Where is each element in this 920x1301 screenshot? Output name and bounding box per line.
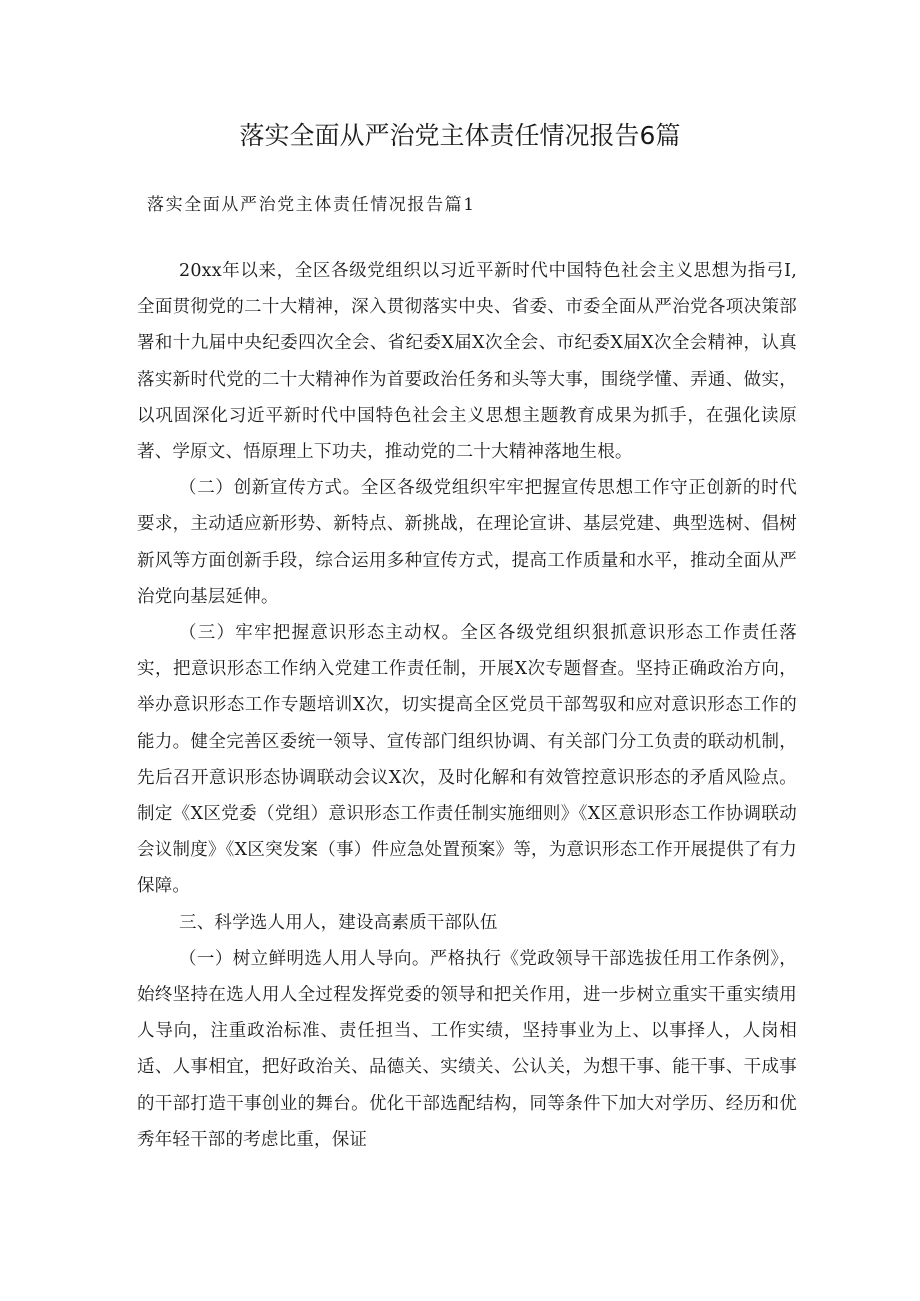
document-body <box>137 253 797 1158</box>
paragraph-section-three-heading: 三、科学选人用人，建设高素质干部队伍 <box>179 912 498 933</box>
paragraph-intro: 20xx年以来，全区各级党组织以习近平新时代中国特色社会主义思想为指弓I,全面贯彻党的二十大精神，深入贯彻落实中央、省委、市委全面从严治党各项决策部署和十九届中央纪委四次全会、省纪委X届X次全会、市纪委X届X次全会精神，认真落实新时代党的二十大精神作为首要政治任务和头等大事，围绕学懂、弄通、做实，以巩固深化习近平新时代中国特色社会主义思想主题教育成果为抓手，在强化读原著、学原文、悟原理上下功夫，推动党的二十大精神落地生根。 <box>137 261 797 463</box>
document-title: 落实全面从严治党主体责任情况报告6篇 <box>239 121 681 150</box>
paragraph-innovate-publicity: （二）创新宣传方式。全区各级党组织牢牢把握宣传思想工作守正创新的时代要求，主动适应新形势、新特点、新挑战，在理论宣讲、基层党建、典型选树、倡树新风等方面创新手段，综合运用多种宣传方式，提高工作质量和水平，推动全面从严治党向基层延伸。 <box>137 478 797 607</box>
paragraph-ideology-initiative: （三）牢牢把握意识形态主动权。全区各级党组织狠抓意识形态工作责任落实，把意识形态工作纳入党建工作责任制，开展X次专题督查。坚持正确政治方向，举办意识形态工作专题培训X次，切实提高全区党员干部驾驭和应对意识形态工作的能力。健全完善区委统一领导、宣传部门组织协调、有关部门分工负责的联动机制，先后召开意识形态协调联动会议X次，及时化解和有效管控意识形态的矛盾风险点。制定《X区党委（党组）意识形态工作责任制实施细则》《X区意识形态工作协调联动会议制度》《X区突发案（事）件应急处置预案》等，为意识形态工作开展提供了有力保障。 <box>137 623 797 897</box>
section-heading: 落实全面从严治党主体责任情况报告篇1 <box>147 195 476 215</box>
paragraph-selection-orientation: （一）树立鲜明选人用人导向。严格执行《党政领导干部选拔任用工作条例》，始终坚持在选人用人全过程发挥党委的领导和把关作用，进一步树立重实干重实绩用人导向，注重政治标准、责任担当、工作实绩，坚持事业为上、以事择人，人岗相适、人事相宜，把好政治关、品德关、实绩关、公认关，为想干事、能干事、干成事的干部打造干事创业的舞台。优化干部选配结构，同等条件下加大对学历、经历和优秀年轻干部的考虑比重，保证 <box>137 948 797 1150</box>
